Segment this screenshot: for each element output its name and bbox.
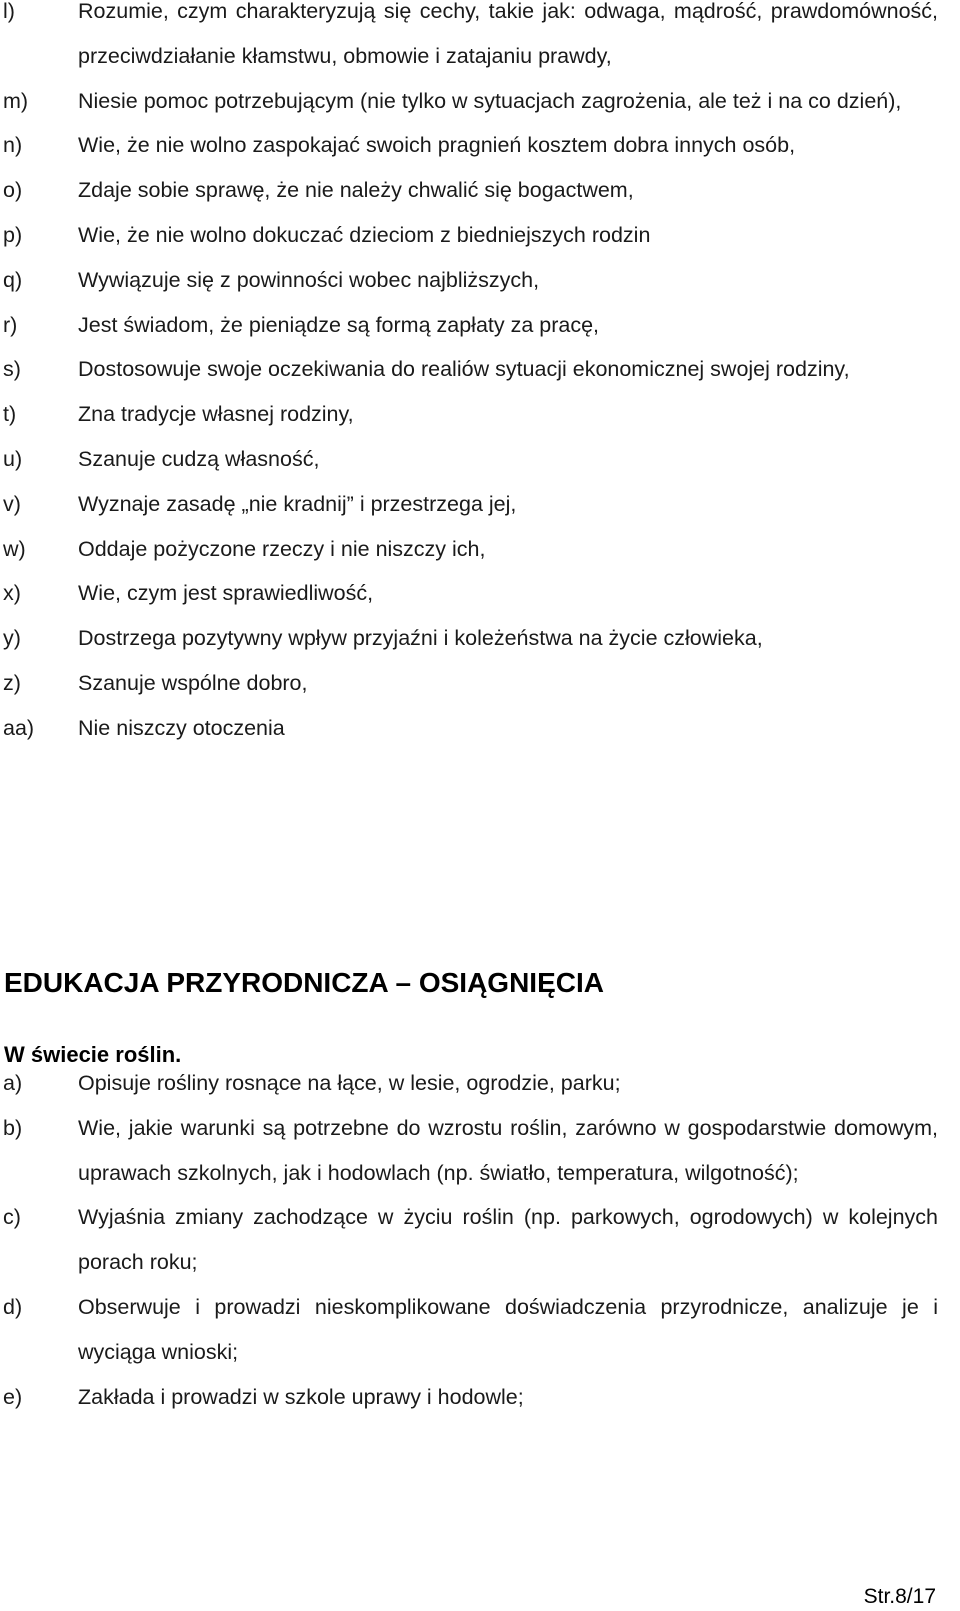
list-marker: x) bbox=[3, 581, 21, 606]
page-number: Str.8/17 bbox=[863, 1585, 936, 1608]
list-item bbox=[0, 258, 938, 303]
list-marker: u) bbox=[3, 446, 23, 471]
list-item bbox=[0, 1061, 938, 1106]
list-item bbox=[0, 1375, 938, 1420]
list-item bbox=[0, 1106, 938, 1196]
list-marker: aa) bbox=[3, 715, 35, 740]
list-marker: d) bbox=[3, 1294, 23, 1319]
list-item-text: Jest świadom, że pieniądze są formą zapłaty za pracę, bbox=[78, 312, 600, 337]
list-marker: v) bbox=[3, 491, 21, 516]
list-item bbox=[0, 571, 938, 616]
list-item-text: Szanuje wspólne dobro, bbox=[78, 670, 308, 695]
list-item-text: Wie, że nie wolno zaspokajać swoich pragnień kosztem dobra innych osób, bbox=[78, 133, 796, 158]
list-marker: n) bbox=[3, 133, 23, 158]
list-item-text: Oddaje pożyczone rzeczy i nie niszczy ich, bbox=[78, 536, 486, 561]
list-item bbox=[0, 706, 938, 751]
list-item-text: Wie, jakie warunki są potrzebne do wzrostu roślin, zarówno w gospodarstwie domowym, uprawach szkolnych, jak i hodowlach (np. światło, temperatura, wilgotność); bbox=[78, 1115, 938, 1185]
list-item bbox=[0, 1195, 938, 1285]
list-marker: q) bbox=[3, 267, 23, 292]
list-item-text: Szanuje cudzą własność, bbox=[78, 446, 320, 471]
list-item-text: Nie niszczy otoczenia bbox=[78, 715, 285, 740]
list-item bbox=[0, 661, 938, 706]
subsection-heading: W świecie roślin. bbox=[4, 1042, 182, 1067]
list-marker: s) bbox=[3, 357, 21, 382]
list-marker: c) bbox=[3, 1205, 21, 1230]
list-marker: a) bbox=[3, 1071, 23, 1095]
list-marker: o) bbox=[3, 178, 23, 203]
achievements-list-nature bbox=[0, 1061, 938, 1419]
list-item-text: Wywiązuje się z powinności wobec najbliższych, bbox=[78, 267, 540, 292]
list-item bbox=[0, 213, 938, 258]
list-item bbox=[0, 527, 938, 572]
list-item bbox=[0, 0, 938, 79]
list-item bbox=[0, 616, 938, 661]
list-item bbox=[0, 482, 938, 527]
list-marker: y) bbox=[3, 626, 21, 651]
list-item-text: Rozumie, czym charakteryzują się cechy, takie jak: odwaga, mądrość, prawdomówność, przeciwdziałanie kłamstwu, obmowie i zatajaniu prawdy, bbox=[78, 0, 938, 68]
list-item bbox=[0, 168, 938, 213]
list-item-text: Wyznaje zasadę „nie kradnij” i przestrzega jej, bbox=[78, 491, 517, 516]
list-marker: w) bbox=[3, 536, 26, 561]
list-item-text: Opisuje rośliny rosnące na łące, w lesie, ogrodzie, parku; bbox=[78, 1071, 621, 1095]
list-item-text: Obserwuje i prowadzi nieskomplikowane doświadczenia przyrodnicze, analizuje je i wyciąga wnioski; bbox=[78, 1294, 938, 1364]
list-marker: b) bbox=[3, 1115, 23, 1140]
list-item bbox=[0, 392, 938, 437]
list-item-text: Wie, czym jest sprawiedliwość, bbox=[78, 581, 374, 606]
list-item-text: Zakłada i prowadzi w szkole uprawy i hodowle; bbox=[78, 1384, 524, 1409]
list-item-text: Zdaje sobie sprawę, że nie należy chwalić się bogactwem, bbox=[78, 178, 634, 203]
section-heading: EDUKACJA PRZYRODNICZA – OSIĄGNIĘCIA bbox=[4, 967, 604, 998]
list-item-text: Dostosowuje swoje oczekiwania do realiów sytuacji ekonomicznej swojej rodziny, bbox=[78, 357, 850, 382]
list-marker: z) bbox=[3, 670, 21, 695]
list-item bbox=[0, 123, 938, 168]
list-item-text: Niesie pomoc potrzebującym (nie tylko w sytuacjach zagrożenia, ale też i na co dzień), bbox=[78, 88, 902, 113]
list-item bbox=[0, 79, 938, 124]
list-item-text: Wie, że nie wolno dokuczać dzieciom z biedniejszych rodzin bbox=[78, 222, 651, 247]
achievements-list-social bbox=[0, 0, 938, 751]
list-marker: m) bbox=[3, 88, 29, 113]
list-item-text: Wyjaśnia zmiany zachodzące w życiu roślin (np. parkowych, ogrodowych) w kolejnych porach roku; bbox=[78, 1205, 938, 1275]
list-marker: r) bbox=[3, 312, 18, 337]
list-item bbox=[0, 347, 938, 392]
list-marker: l) bbox=[3, 0, 15, 23]
list-item bbox=[0, 437, 938, 482]
list-item-text: Zna tradycje własnej rodziny, bbox=[78, 402, 354, 427]
list-marker: p) bbox=[3, 222, 23, 247]
list-item-text: Dostrzega pozytywny wpływ przyjaźni i koleżeństwa na życie człowieka, bbox=[78, 626, 763, 651]
list-marker: e) bbox=[3, 1384, 23, 1409]
list-marker: t) bbox=[3, 402, 17, 427]
list-item bbox=[0, 1285, 938, 1375]
list-item bbox=[0, 303, 938, 348]
